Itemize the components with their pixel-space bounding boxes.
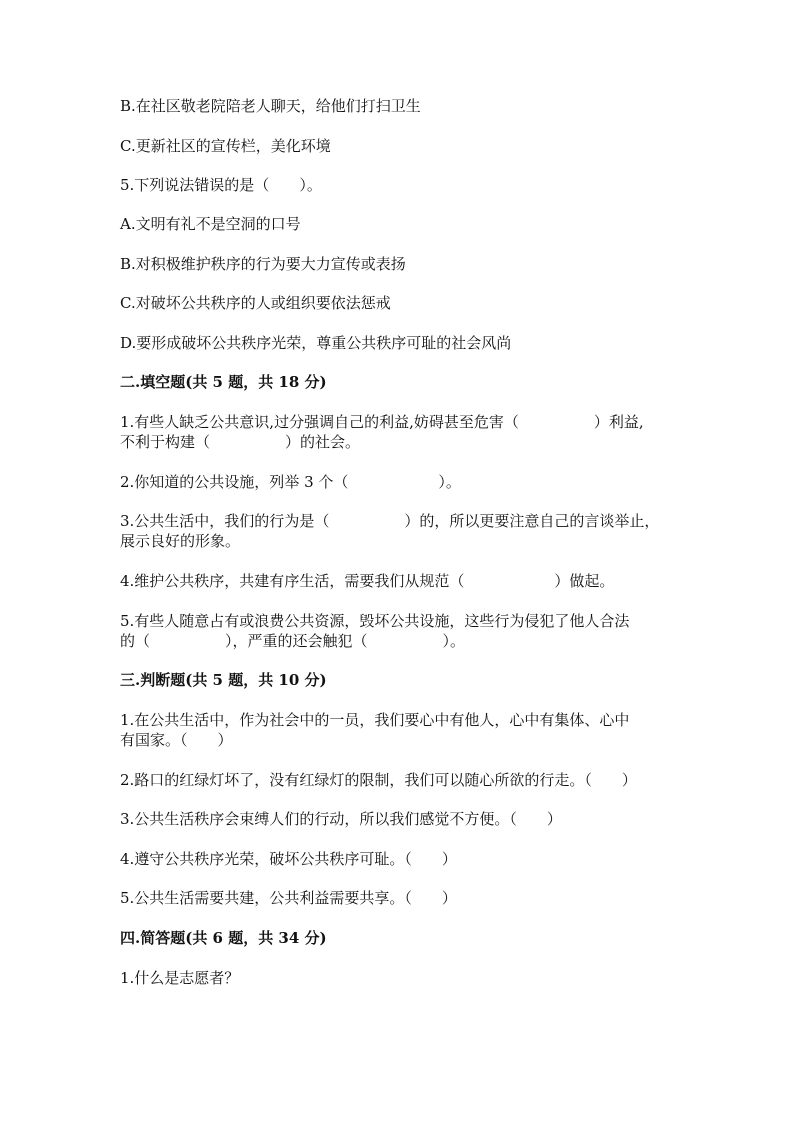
option-b: B.在社区敬老院陪老人聊天，给他们打扫卫生 [120, 97, 421, 115]
judge-question-1-line-2: 有国家。（ ） [120, 731, 233, 749]
fill-question-5-line-2: 的（ ），严重的还会触犯（ ）。 [120, 632, 466, 650]
fill-question-1-line-2: 不利于构建（ ）的社会。 [120, 433, 361, 451]
section-2-title: 二.填空题(共 5 题，共 18 分) [120, 373, 327, 391]
question-5-option-b: B.对积极维护秩序的行为要大力宣传或表扬 [120, 255, 406, 273]
judge-question-4: 4.遵守公共秩序光荣，破坏公共秩序可耻。（ ） [120, 850, 457, 868]
section-4-title: 四.简答题(共 6 题，共 34 分) [120, 929, 327, 947]
fill-question-3-line-2: 展示良好的形象。 [120, 532, 241, 550]
fill-question-3-line-1: 3.公共生活中，我们的行为是（ ）的，所以更要注意自己的言谈举止， [120, 512, 660, 530]
question-5-option-d: D.要形成破坏公共秩序光荣，尊重公共秩序可耻的社会风尚 [120, 334, 512, 352]
judge-question-3: 3.公共生活秩序会束缚人们的行动，所以我们感觉不方便。（ ） [120, 810, 562, 828]
judge-question-5: 5.公共生活需要共建，公共利益需要共享。（ ） [120, 889, 457, 907]
judge-question-2: 2.路口的红绿灯坏了，没有红绿灯的限制，我们可以随心所欲的行走。（ ） [120, 771, 637, 789]
question-5-option-c: C.对破坏公共秩序的人或组织要依法惩戒 [120, 294, 391, 312]
fill-question-5-line-1: 5.有些人随意占有或浪费公共资源，毁坏公共设施，这些行为侵犯了他人合法 [120, 612, 630, 630]
fill-question-1-line-1: 1.有些人缺乏公共意识,过分强调自己的利益,妨碍甚至危害（ ）利益, [120, 413, 644, 431]
fill-question-4: 4.维护公共秩序，共建有序生活，需要我们从规范（ ）做起。 [120, 572, 615, 590]
section-3-title: 三.判断题(共 5 题，共 10 分) [120, 671, 327, 689]
question-5-stem: 5.下列说法错误的是（ ）。 [120, 176, 322, 194]
question-5-option-a: A.文明有礼不是空洞的口号 [120, 215, 301, 233]
option-c: C.更新社区的宣传栏，美化环境 [120, 137, 331, 155]
short-answer-question-1: 1.什么是志愿者？ [120, 969, 240, 987]
fill-question-2: 2.你知道的公共设施，列举 3 个（ ）。 [120, 473, 461, 491]
judge-question-1-line-1: 1.在公共生活中，作为社会中的一员，我们要心中有他人，心中有集体、心中 [120, 711, 630, 729]
